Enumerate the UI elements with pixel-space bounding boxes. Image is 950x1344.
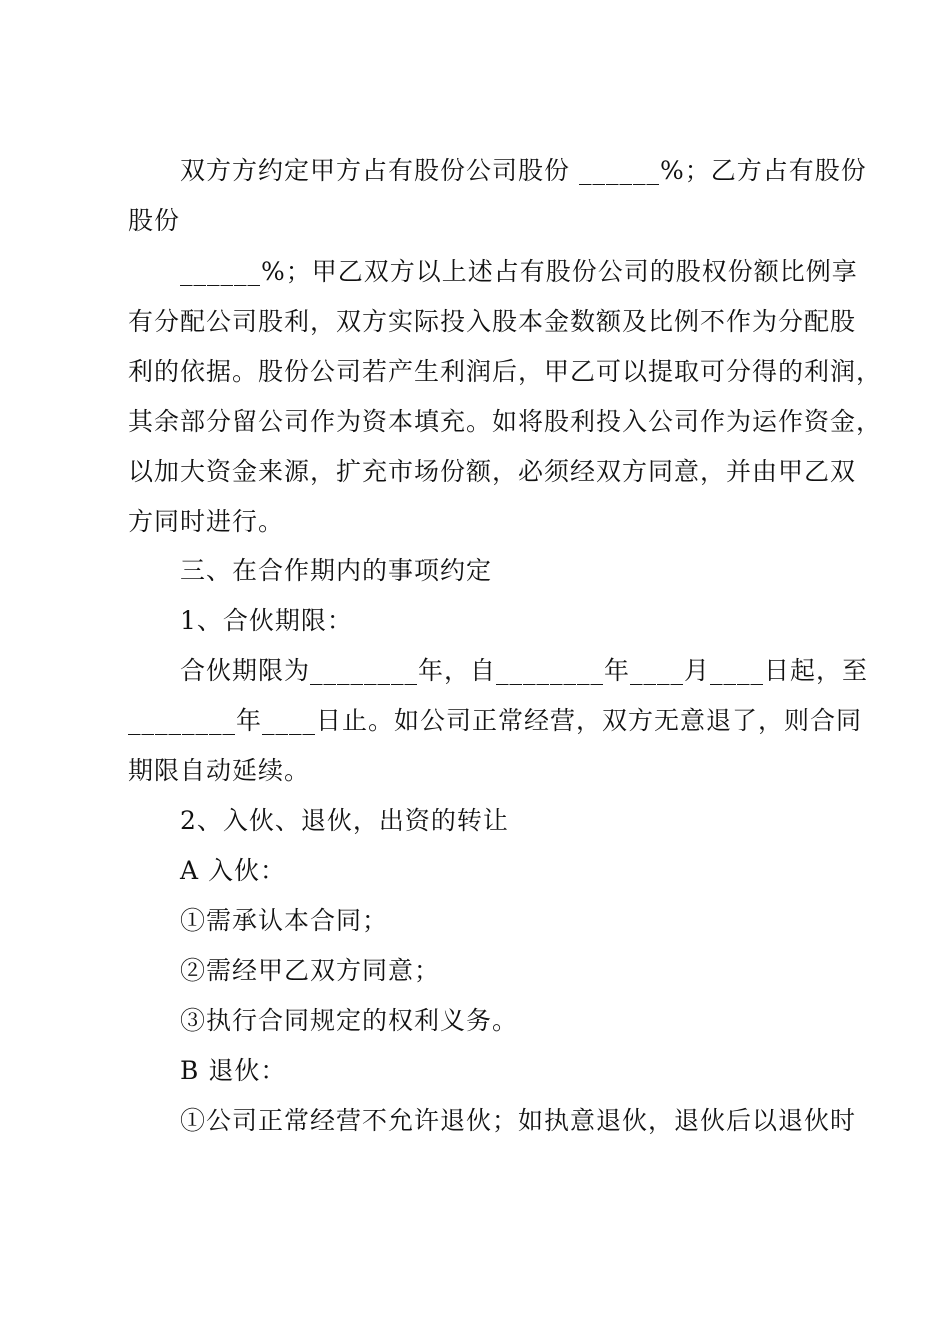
paragraph-line: 利的依据。股份公司若产生利润后，甲乙可以提取可分得的利润， [128,357,883,386]
list-heading: A 入伙： [180,856,287,885]
paragraph-line: 合伙期限为________年，自________年____月____日起，至 [180,656,869,685]
paragraph-line: 双方方约定甲方占有股份公司股份 ______%；乙方占有股份 [180,156,867,185]
paragraph-line: 方同时进行。 [128,507,285,536]
paragraph-line: ________年____日止。如公司正常经营，双方无意退了，则合同 [128,706,863,735]
list-item: ③执行合同规定的权利义务。 [180,1006,519,1035]
paragraph-line: 期限自动延续。 [128,756,311,785]
paragraph-line: 有分配公司股利，双方实际投入股本金数额及比例不作为分配股 [128,307,857,336]
list-item: ①需承认本合同； [180,906,389,935]
paragraph-line: 股份 [128,206,181,235]
section-heading: 三、在合作期内的事项约定 [180,556,493,585]
paragraph-line: 以加大资金来源，扩充市场份额，必须经双方同意，并由甲乙双 [128,457,857,486]
subsection-heading: 1、合伙期限： [180,606,353,635]
list-heading: B 退伙： [180,1056,287,1085]
list-item: ①公司正常经营不允许退伙；如执意退伙，退伙后以退伙时 [180,1106,857,1135]
paragraph-line: 其余部分留公司作为资本填充。如将股利投入公司作为运作资金， [128,407,883,436]
list-item: ②需经甲乙双方同意； [180,956,441,985]
subsection-heading: 2、入伙、退伙，出资的转让 [180,806,509,835]
paragraph-line: ______%；甲乙双方以上述占有股份公司的股权份额比例享 [180,257,858,286]
